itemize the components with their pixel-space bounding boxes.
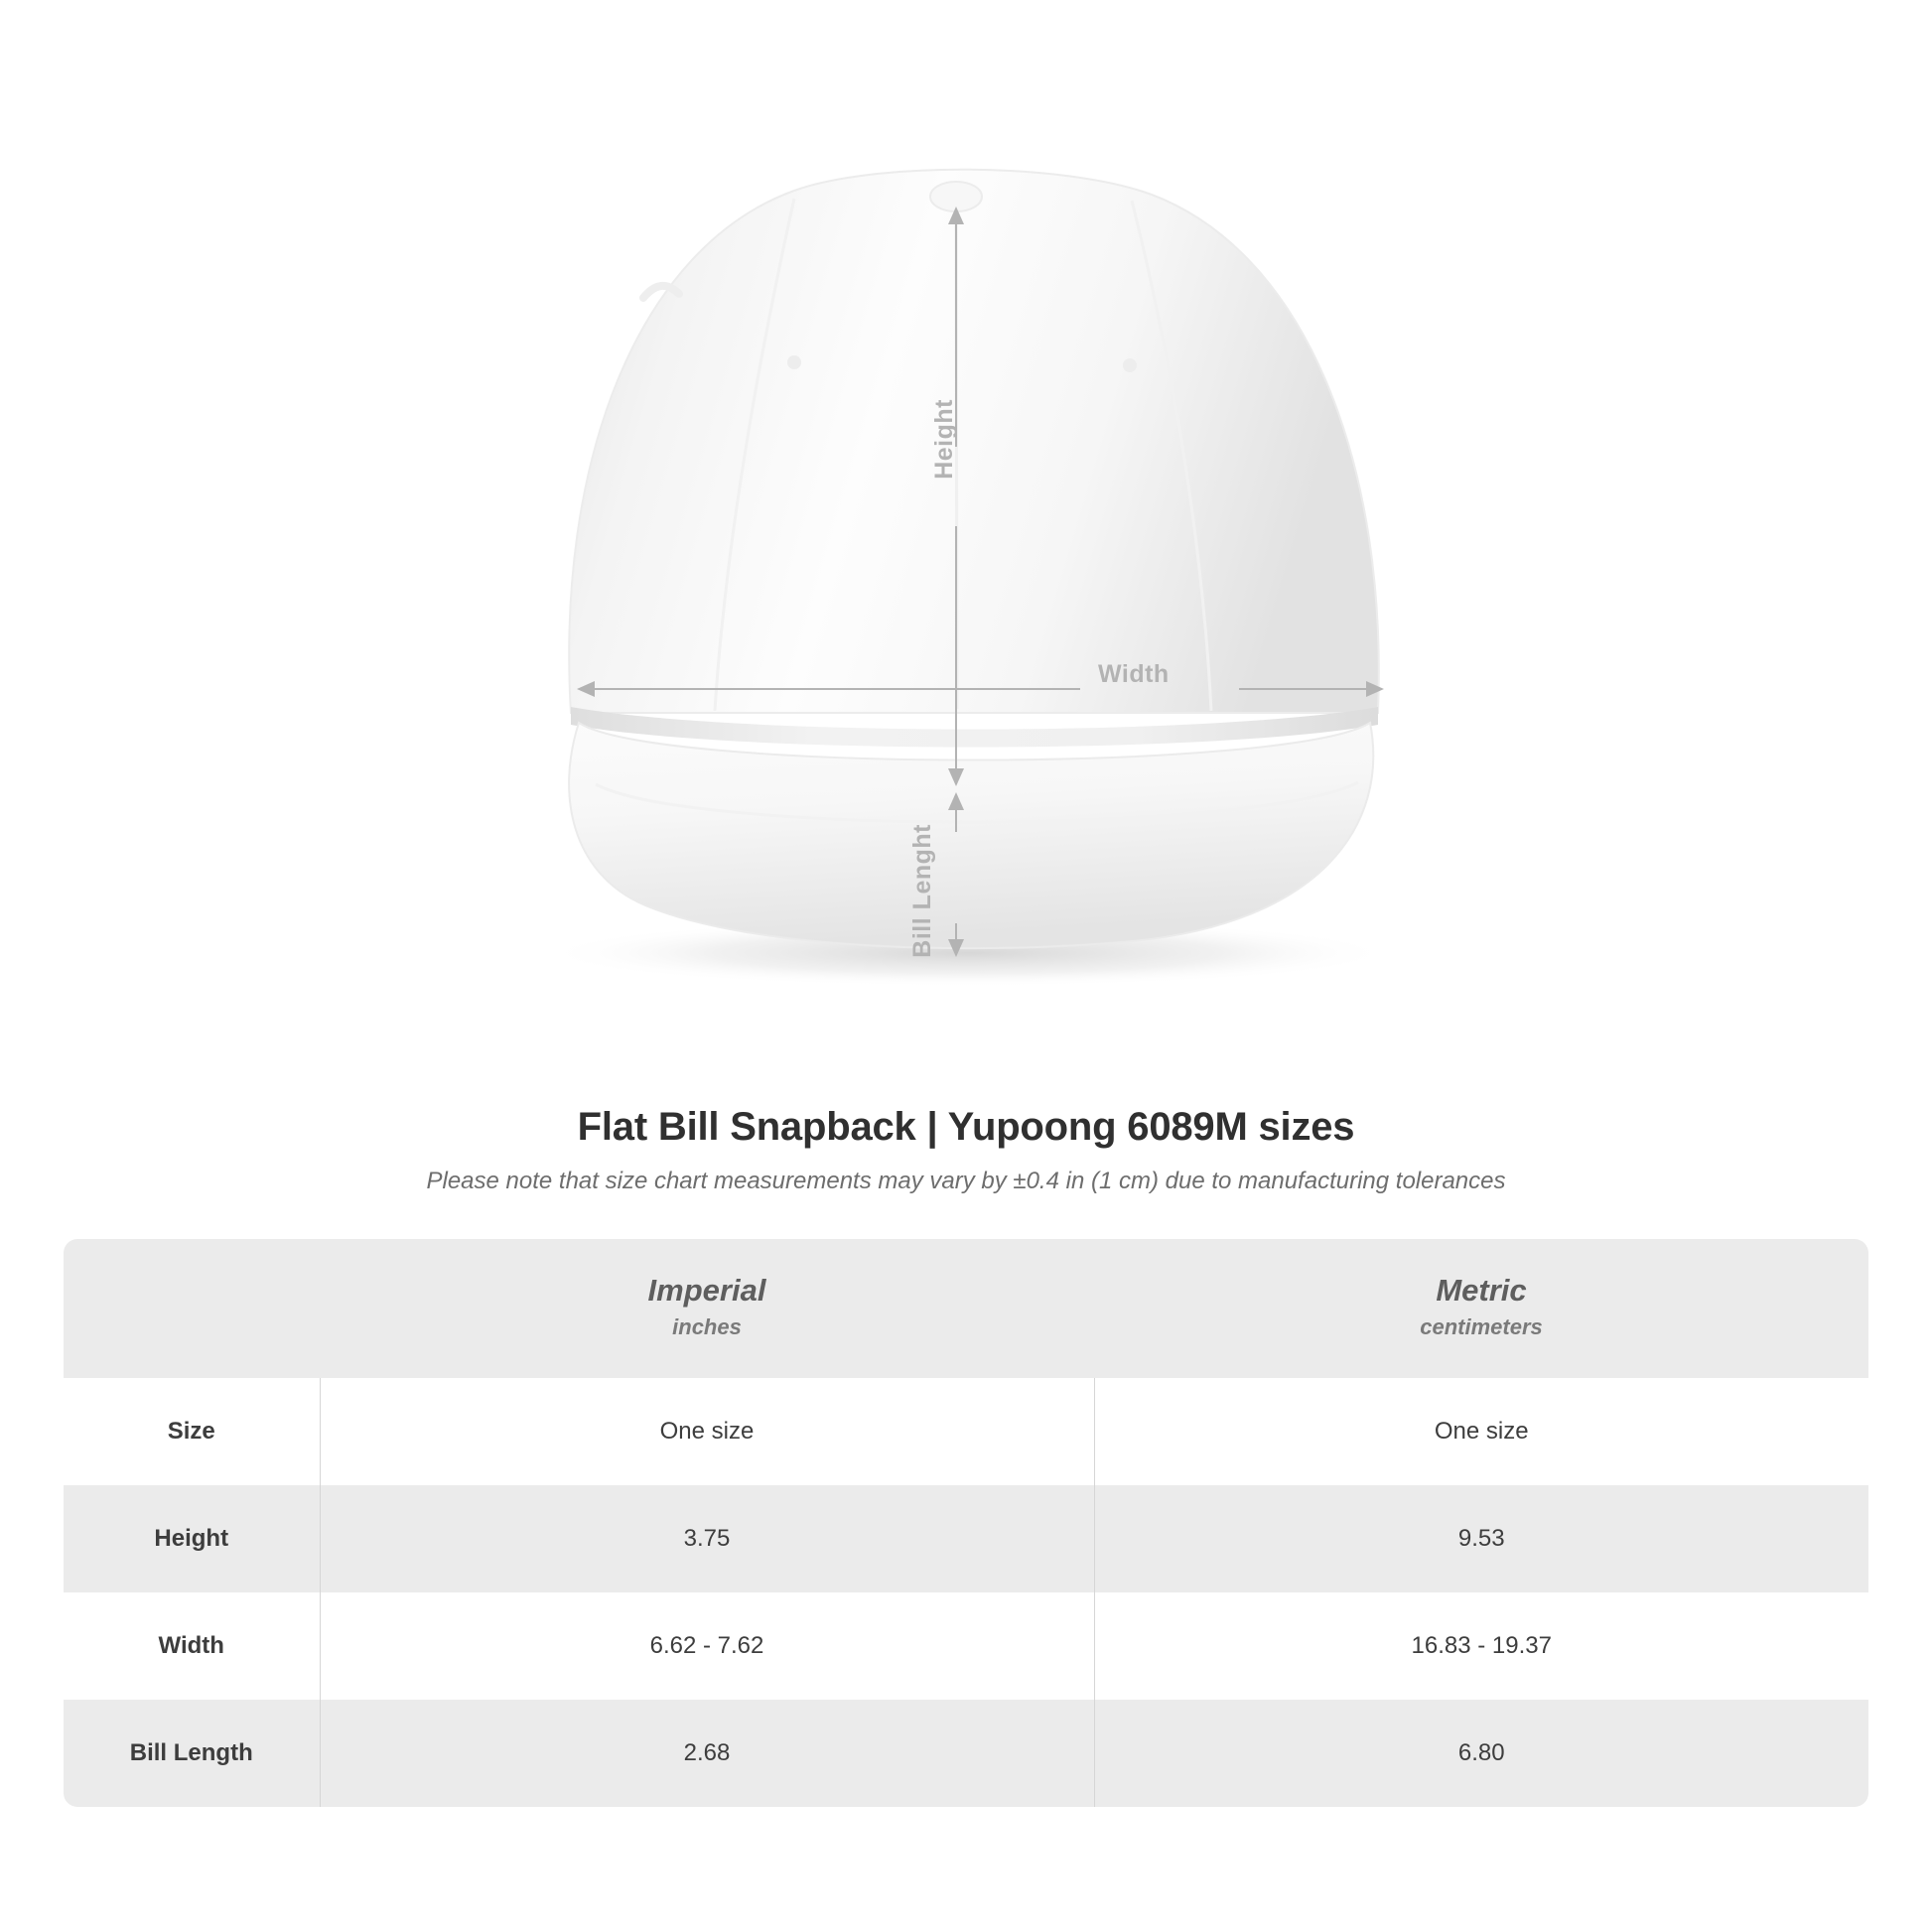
cell-width-imperial: 6.62 - 7.62: [320, 1592, 1094, 1700]
row-label-size: Size: [167, 1418, 215, 1445]
size-table-head: [64, 1239, 1868, 1378]
size-table-wrapper: [64, 1239, 1868, 1807]
height-dimension-label: Height: [930, 399, 958, 480]
cap-eyelet-left: [787, 355, 801, 369]
table-row: [64, 1485, 1868, 1592]
row-label-bill-length: Bill Length: [64, 1700, 320, 1807]
tolerance-note: Please note that size chart measurements may vary by ±0.4 in (1 cm) due to manufacturing tolerances: [426, 1168, 1506, 1194]
cell-height-imperial: 3.75: [320, 1485, 1094, 1592]
cap-top-button: [930, 182, 982, 211]
cap-bill: [569, 723, 1373, 948]
cap-crown: [569, 170, 1379, 713]
metric-unit-sub: centimeters: [1420, 1314, 1543, 1339]
table-header-metric: [1094, 1239, 1868, 1378]
title-block: [0, 1105, 1932, 1195]
bill-length-label-line2: Lenght: [908, 824, 936, 910]
table-header-row: [64, 1239, 1868, 1378]
cap-eyelet-right: [1123, 358, 1137, 372]
page-title: Flat Bill Snapback | Yupoong 6089M sizes: [577, 1105, 1355, 1149]
bill-length-dimension-label: [908, 824, 937, 958]
cell-bill-length-metric: 6.80: [1094, 1700, 1868, 1807]
table-row: [64, 1700, 1868, 1807]
table-header-imperial: [320, 1239, 1094, 1378]
cell-size-metric: One size: [1434, 1418, 1529, 1445]
cell-width-metric: 16.83 - 19.37: [1411, 1632, 1552, 1659]
size-table: [64, 1239, 1868, 1807]
imperial-unit-name: Imperial: [647, 1273, 766, 1308]
cell-size-imperial: One size: [320, 1378, 1094, 1485]
imperial-unit-sub: inches: [672, 1314, 742, 1339]
table-row: [64, 1378, 1868, 1485]
cell-bill-length-imperial: 2.68: [320, 1700, 1094, 1807]
size-table-body: [64, 1378, 1868, 1807]
table-row: [64, 1592, 1868, 1700]
metric-unit-name: Metric: [1436, 1273, 1527, 1308]
row-label-width: Width: [158, 1632, 224, 1659]
bill-length-label-line1: Bill: [908, 916, 936, 958]
width-dimension-label: Width: [1098, 660, 1170, 688]
cell-height-metric: 9.53: [1094, 1485, 1868, 1592]
row-label-height: Height: [64, 1485, 320, 1592]
table-corner-cell: [64, 1239, 320, 1378]
